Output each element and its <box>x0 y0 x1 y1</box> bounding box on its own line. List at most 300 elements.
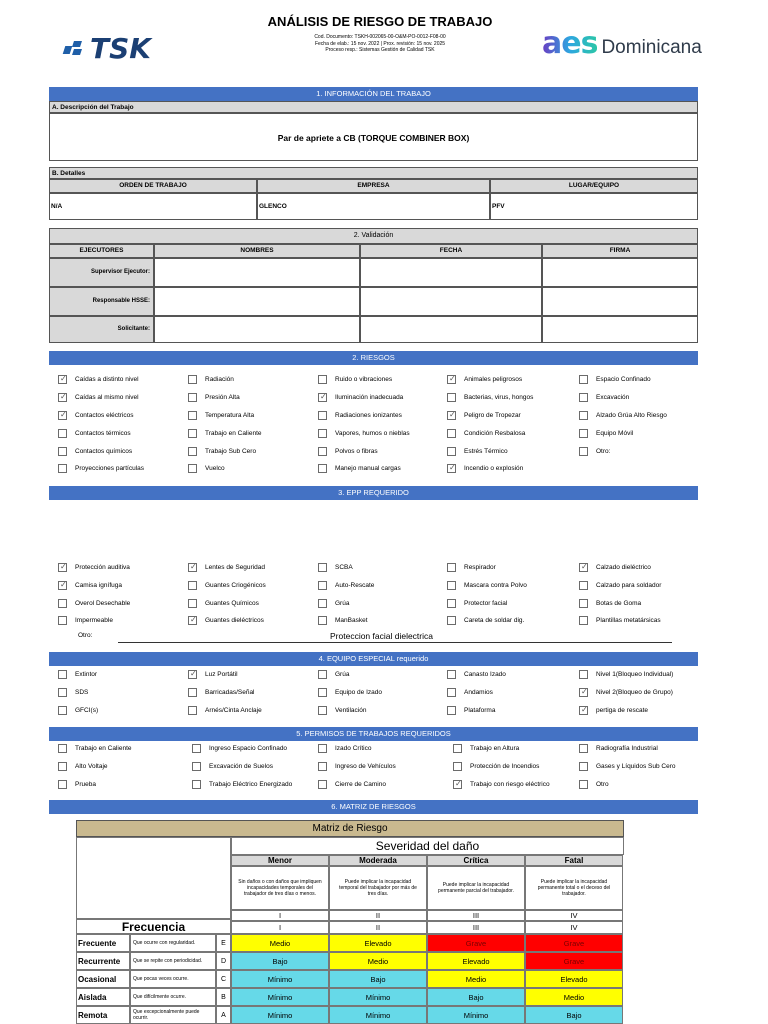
row-supervisor-label: Supervisor Ejecutor: <box>49 258 154 287</box>
riesgo-checkbox[interactable] <box>447 447 456 456</box>
epp-item[interactable] <box>58 581 122 590</box>
riesgo-label: Manejo manual cargas <box>335 465 401 472</box>
epp-item[interactable] <box>579 599 641 608</box>
epp-otro-line <box>118 642 672 643</box>
supervisor-name-field[interactable] <box>154 258 360 287</box>
supervisor-signature-field[interactable] <box>542 258 698 287</box>
permiso-checkbox[interactable] <box>453 762 462 771</box>
col-ejecutores-header: EJECUTORES <box>49 244 154 258</box>
riesgo-item[interactable] <box>447 411 521 420</box>
epp-label: Lentes de Seguridad <box>205 564 265 571</box>
riesgo-checkbox[interactable] <box>318 393 327 402</box>
riesgo-label: Contactos térmicos <box>75 430 131 437</box>
epp-item[interactable] <box>188 599 259 608</box>
epp-label: Impermeable <box>75 617 113 624</box>
epp-checkbox[interactable] <box>188 616 197 625</box>
equipo-label: SDS <box>75 689 89 696</box>
permiso-item[interactable] <box>453 780 550 789</box>
epp-item[interactable] <box>58 563 130 572</box>
equipo-label: Grúa <box>335 671 350 678</box>
epp-label: Guantes Criogénicos <box>205 582 266 589</box>
equipo-checkbox[interactable] <box>58 688 67 697</box>
epp-checkbox[interactable] <box>579 616 588 625</box>
riesgo-item[interactable] <box>318 464 401 473</box>
riesgo-label: Equipo Móvil <box>596 430 634 437</box>
equipo-checkbox[interactable] <box>58 706 67 715</box>
epp-label: ManBasket <box>335 617 368 624</box>
permiso-checkbox[interactable] <box>453 744 462 753</box>
epp-item[interactable] <box>447 599 507 608</box>
epp-item[interactable] <box>318 563 353 572</box>
riesgo-checkbox[interactable] <box>188 429 197 438</box>
epp-checkbox[interactable] <box>188 599 197 608</box>
risk-level-cell: Bajo <box>525 1006 623 1024</box>
riesgo-item[interactable] <box>58 429 131 438</box>
frequency-desc: Que excepcionalmente puede ocurrir. <box>130 1006 216 1024</box>
equipo-checkbox[interactable] <box>188 688 197 697</box>
equipo-item[interactable] <box>447 688 493 697</box>
risk-matrix <box>76 820 624 1024</box>
document-meta <box>250 34 510 54</box>
risk-level-cell: Grave <box>525 952 623 970</box>
riesgo-label: Condición Resbalosa <box>464 430 526 437</box>
lugar-field[interactable]: PFV <box>490 193 698 220</box>
permiso-checkbox[interactable] <box>58 762 67 771</box>
epp-item[interactable] <box>579 563 651 572</box>
epp-label: Camisa ignífuga <box>75 582 122 589</box>
equipo-item[interactable] <box>188 706 262 715</box>
tsk-logo-mark-icon <box>62 39 86 59</box>
aes-logo-text: aes <box>542 26 598 61</box>
solicitante-date-field[interactable] <box>360 316 542 343</box>
permiso-checkbox[interactable] <box>453 780 462 789</box>
epp-item[interactable] <box>188 581 266 590</box>
riesgo-checkbox[interactable] <box>447 375 456 384</box>
solicitante-signature-field[interactable] <box>542 316 698 343</box>
riesgo-checkbox[interactable] <box>447 393 456 402</box>
aes-logo <box>542 26 702 61</box>
permiso-label: Gases y Líquidos Sub Cero <box>596 763 676 770</box>
risk-level-cell: Mínimo <box>231 970 329 988</box>
equipo-label: GFCI(s) <box>75 707 99 714</box>
riesgo-item[interactable] <box>318 375 392 384</box>
riesgo-checkbox[interactable] <box>318 411 327 420</box>
permiso-checkbox[interactable] <box>318 744 327 753</box>
frequency-desc: Que difícilmente ocurre. <box>130 988 216 1006</box>
permiso-checkbox[interactable] <box>318 762 327 771</box>
permiso-checkbox[interactable] <box>318 780 327 789</box>
riesgo-item[interactable] <box>58 411 134 420</box>
permiso-label: Ingreso Espacio Confinado <box>209 745 288 752</box>
riesgo-label: Proyecciones partículas <box>75 465 145 472</box>
equipo-item[interactable] <box>318 706 366 715</box>
severity-name: Fatal <box>525 855 623 866</box>
epp-checkbox[interactable] <box>58 599 67 608</box>
riesgo-item[interactable] <box>318 411 402 420</box>
epp-checkbox[interactable] <box>447 581 456 590</box>
severity-roman-2: III <box>427 921 525 934</box>
equipo-checkbox[interactable] <box>58 670 67 679</box>
frequency-letter: B <box>216 988 231 1006</box>
riesgo-item[interactable] <box>58 464 144 473</box>
equipo-checkbox[interactable] <box>188 670 197 679</box>
frequency-name: Frecuente <box>76 934 130 952</box>
epp-checkbox[interactable] <box>447 563 456 572</box>
riesgo-item[interactable] <box>58 447 132 456</box>
riesgo-checkbox[interactable] <box>579 447 588 456</box>
doc-dates: Fecha de elab.: 15 nov. 2022 | Prox. revisión: 15 nov. 2025 <box>314 40 446 47</box>
riesgo-label: Caídas a distinto nivel <box>75 376 139 383</box>
riesgo-label: Espacio Confinado <box>596 376 651 383</box>
permiso-item[interactable] <box>579 762 676 771</box>
validation-header: 2. Validación <box>49 228 698 244</box>
row-solicitante-label: Solicitante: <box>49 316 154 343</box>
frequency-letter: C <box>216 970 231 988</box>
hsse-date-field[interactable] <box>360 287 542 316</box>
equipo-item[interactable] <box>188 670 238 679</box>
riesgo-item[interactable] <box>188 411 254 420</box>
epp-item[interactable] <box>188 563 265 572</box>
section-matriz-header: 6. MATRIZ DE RIESGOS <box>49 800 698 814</box>
severity-roman: I <box>231 910 329 921</box>
permiso-label: Trabajo con riesgo eléctrico <box>470 781 550 788</box>
severity-roman: II <box>329 910 427 921</box>
risk-level-cell: Grave <box>427 934 525 952</box>
equipo-item[interactable] <box>579 706 648 715</box>
epp-item[interactable] <box>58 599 130 608</box>
riesgo-item[interactable] <box>579 393 629 402</box>
riesgo-item[interactable] <box>318 429 410 438</box>
equipo-checkbox[interactable] <box>318 688 327 697</box>
equipo-label: Barricadas/Señal <box>205 689 255 696</box>
frequency-name: Remota <box>76 1006 130 1024</box>
epp-checkbox[interactable] <box>579 563 588 572</box>
description-value: Par de apriete a CB (TORQUE COMBINER BOX) <box>277 133 470 143</box>
description-label-row <box>49 101 698 113</box>
permiso-label: Otro <box>596 781 609 788</box>
severity-roman-2: I <box>231 921 329 934</box>
epp-item[interactable] <box>318 599 349 608</box>
details-label: B. Detalles <box>52 170 86 177</box>
riesgo-item[interactable] <box>447 447 508 456</box>
riesgo-checkbox[interactable] <box>579 429 588 438</box>
riesgo-label: Alzado Grúa Alto Riesgo <box>596 412 667 419</box>
equipo-checkbox[interactable] <box>447 706 456 715</box>
epp-label: Grúa <box>335 600 350 607</box>
equipo-checkbox[interactable] <box>318 670 327 679</box>
riesgo-item[interactable] <box>447 429 525 438</box>
permiso-item[interactable] <box>58 780 96 789</box>
riesgo-checkbox[interactable] <box>579 411 588 420</box>
riesgo-checkbox[interactable] <box>447 411 456 420</box>
riesgo-checkbox[interactable] <box>188 393 197 402</box>
permiso-label: Excavación de Suelos <box>209 763 273 770</box>
orden-field[interactable]: N/A <box>49 193 257 220</box>
epp-item[interactable] <box>579 581 661 590</box>
permiso-item[interactable] <box>318 762 396 771</box>
epp-checkbox[interactable] <box>58 616 67 625</box>
epp-item[interactable] <box>447 616 524 625</box>
riesgo-item[interactable] <box>188 447 256 456</box>
equipo-label: Ventilación <box>335 707 367 714</box>
risk-level-cell: Mínimo <box>231 988 329 1006</box>
epp-checkbox[interactable] <box>188 581 197 590</box>
epp-label: Mascara contra Polvo <box>464 582 527 589</box>
aes-logo-subtext: Dominicana <box>601 37 702 58</box>
permiso-item[interactable] <box>453 744 519 753</box>
riesgo-checkbox[interactable] <box>188 447 197 456</box>
risk-level-cell: Bajo <box>231 952 329 970</box>
riesgo-checkbox[interactable] <box>58 429 67 438</box>
permiso-item[interactable] <box>579 744 658 753</box>
col-empresa-header: EMPRESA <box>257 179 490 193</box>
riesgo-checkbox[interactable] <box>318 429 327 438</box>
matrix-title: Matriz de Riesgo <box>76 820 624 837</box>
hsse-name-field[interactable] <box>154 287 360 316</box>
permiso-label: Prueba <box>75 781 96 788</box>
riesgo-checkbox[interactable] <box>579 393 588 402</box>
severity-roman-2: IV <box>525 921 623 934</box>
riesgo-item[interactable] <box>188 464 225 473</box>
equipo-item[interactable] <box>579 670 673 679</box>
permiso-checkbox[interactable] <box>579 762 588 771</box>
equipo-item[interactable] <box>58 670 97 679</box>
permiso-item[interactable] <box>58 744 132 753</box>
epp-item[interactable] <box>188 616 264 625</box>
riesgo-checkbox[interactable] <box>447 464 456 473</box>
equipo-item[interactable] <box>579 688 673 697</box>
equipo-label: Nivel 1(Bloqueo Individual) <box>596 671 674 678</box>
epp-item[interactable] <box>318 616 368 625</box>
equipo-checkbox[interactable] <box>579 688 588 697</box>
riesgo-checkbox[interactable] <box>188 464 197 473</box>
riesgo-item[interactable] <box>447 393 533 402</box>
riesgo-label: Contactos eléctricos <box>75 412 134 419</box>
equipo-item[interactable] <box>447 670 506 679</box>
epp-checkbox[interactable] <box>579 581 588 590</box>
equipo-checkbox[interactable] <box>447 670 456 679</box>
epp-checkbox[interactable] <box>579 599 588 608</box>
riesgo-checkbox[interactable] <box>318 447 327 456</box>
riesgo-checkbox[interactable] <box>447 429 456 438</box>
risk-level-cell: Elevado <box>427 952 525 970</box>
equipo-checkbox[interactable] <box>318 706 327 715</box>
epp-label: Calzado dieléctrico <box>596 564 651 571</box>
equipo-item[interactable] <box>58 688 88 697</box>
riesgo-label: Vuelco <box>205 465 225 472</box>
matrix-blank-area <box>76 837 231 919</box>
severity-name: Crítica <box>427 855 525 866</box>
tsk-logo <box>62 32 151 65</box>
description-field[interactable] <box>49 113 698 161</box>
risk-level-cell: Medio <box>525 988 623 1006</box>
permiso-item[interactable] <box>453 762 539 771</box>
equipo-label: Canasto Izado <box>464 671 506 678</box>
riesgo-item[interactable] <box>58 375 139 384</box>
epp-checkbox[interactable] <box>58 563 67 572</box>
epp-label: Respirador <box>464 564 496 571</box>
riesgo-checkbox[interactable] <box>58 411 67 420</box>
epp-item[interactable] <box>447 581 527 590</box>
epp-item[interactable] <box>579 616 661 625</box>
severity-roman: III <box>427 910 525 921</box>
riesgo-label: Iluminación inadecuada <box>335 394 404 401</box>
equipo-label: Extintor <box>75 671 98 678</box>
epp-item[interactable] <box>318 581 374 590</box>
equipo-checkbox[interactable] <box>579 706 588 715</box>
epp-checkbox[interactable] <box>318 563 327 572</box>
permiso-item[interactable] <box>192 780 292 789</box>
frequency-letter: A <box>216 1006 231 1024</box>
riesgo-label: Estrés Térmico <box>464 448 508 455</box>
equipo-checkbox[interactable] <box>579 670 588 679</box>
permiso-label: Izado Crítico <box>335 745 372 752</box>
epp-checkbox[interactable] <box>318 616 327 625</box>
riesgo-item[interactable] <box>188 429 262 438</box>
permiso-item[interactable] <box>579 780 609 789</box>
risk-level-cell: Mínimo <box>329 1006 427 1024</box>
riesgo-label: Excavación <box>596 394 630 401</box>
frequency-name: Aislada <box>76 988 130 1006</box>
severity-desc: Puede implicar la incapacidad permanente total o el deceso del trabajador. <box>525 866 623 910</box>
riesgo-checkbox[interactable] <box>188 375 197 384</box>
permiso-item[interactable] <box>192 744 287 753</box>
description-label: A. Descripción del Trabajo <box>52 104 134 111</box>
risk-level-cell: Bajo <box>329 970 427 988</box>
epp-label: Careta de soldar dig. <box>464 617 525 624</box>
riesgo-item[interactable] <box>188 393 240 402</box>
empresa-field[interactable]: GLENCO <box>257 193 490 220</box>
col-orden-header: ORDEN DE TRABAJO <box>49 179 257 193</box>
permiso-checkbox[interactable] <box>58 744 67 753</box>
riesgo-label: Trabajo en Caliente <box>205 430 262 437</box>
risk-level-cell: Grave <box>525 934 623 952</box>
riesgo-label: Bacterias, virus, hongos <box>464 394 534 401</box>
permiso-checkbox[interactable] <box>192 762 201 771</box>
riesgo-checkbox[interactable] <box>318 464 327 473</box>
document-title: ANÁLISIS DE RIESGO DE TRABAJO <box>267 14 493 29</box>
riesgo-item[interactable] <box>579 447 610 456</box>
riesgo-checkbox[interactable] <box>188 411 197 420</box>
epp-checkbox[interactable] <box>58 581 67 590</box>
equipo-checkbox[interactable] <box>447 688 456 697</box>
riesgo-item[interactable] <box>188 375 234 384</box>
permiso-label: Protección de Incendios <box>470 763 540 770</box>
epp-item[interactable] <box>58 616 113 625</box>
equipo-item[interactable] <box>58 706 98 715</box>
permiso-label: Cierre de Camino <box>335 781 386 788</box>
riesgo-item[interactable] <box>58 393 139 402</box>
frequency-letter: D <box>216 952 231 970</box>
permiso-checkbox[interactable] <box>579 744 588 753</box>
epp-checkbox[interactable] <box>318 599 327 608</box>
equipo-item[interactable] <box>318 688 382 697</box>
riesgo-checkbox[interactable] <box>58 447 67 456</box>
severity-name: Menor <box>231 855 329 866</box>
equipo-checkbox[interactable] <box>188 706 197 715</box>
details-label-row <box>49 167 698 179</box>
permiso-label: Ingreso de Vehículos <box>335 763 396 770</box>
riesgo-label: Radiación <box>205 376 234 383</box>
epp-label: Guantes dieléctricos <box>205 617 264 624</box>
riesgo-item[interactable] <box>579 375 651 384</box>
permiso-label: Trabajo en Altura <box>470 745 520 752</box>
riesgo-item[interactable] <box>579 429 633 438</box>
equipo-label: Nivel 2(Bloqueo de Grupo) <box>596 689 673 696</box>
epp-checkbox[interactable] <box>318 581 327 590</box>
epp-label: Auto-Rescate <box>335 582 375 589</box>
epp-otro-field[interactable]: Proteccion facial dielectrica <box>330 631 433 641</box>
permiso-checkbox[interactable] <box>192 780 201 789</box>
risk-level-cell: Mínimo <box>231 1006 329 1024</box>
permiso-checkbox[interactable] <box>579 780 588 789</box>
col-nombres-header: NOMBRES <box>154 244 360 258</box>
permiso-checkbox[interactable] <box>58 780 67 789</box>
doc-code: Cod. Documento: TSKH-002065-00-O&M-PO-0012-F08-00 <box>314 34 446 40</box>
hsse-signature-field[interactable] <box>542 287 698 316</box>
riesgo-item[interactable] <box>318 393 403 402</box>
riesgo-checkbox[interactable] <box>58 375 67 384</box>
riesgo-checkbox[interactable] <box>318 375 327 384</box>
riesgo-checkbox[interactable] <box>579 375 588 384</box>
riesgo-label: Temperatura Alta <box>205 412 255 419</box>
riesgo-label: Ruido o vibraciones <box>335 376 393 383</box>
frequency-desc: Que se repite con periodicidad. <box>130 952 216 970</box>
riesgo-item[interactable] <box>447 375 522 384</box>
risk-level-cell: Elevado <box>525 970 623 988</box>
frequency-name: Ocasional <box>76 970 130 988</box>
riesgo-label: Polvos o fibras <box>335 448 378 455</box>
riesgo-item[interactable] <box>447 464 523 473</box>
risk-level-cell: Medio <box>231 934 329 952</box>
permiso-checkbox[interactable] <box>192 744 201 753</box>
permiso-item[interactable] <box>318 780 386 789</box>
permiso-item[interactable] <box>58 762 108 771</box>
equipo-label: Arnés/Cinta Anclaje <box>205 707 262 714</box>
riesgo-checkbox[interactable] <box>58 393 67 402</box>
riesgo-label: Trabajo Sub Cero <box>205 448 257 455</box>
permiso-item[interactable] <box>318 744 372 753</box>
epp-item[interactable] <box>447 563 496 572</box>
supervisor-date-field[interactable] <box>360 258 542 287</box>
riesgo-label: Otro: <box>596 448 611 455</box>
riesgo-label: Vapores, humos o nieblas <box>335 430 410 437</box>
section-info-header: 1. INFORMACIÓN DEL TRABAJO <box>49 87 698 101</box>
riesgo-label: Radiaciones ionizantes <box>335 412 402 419</box>
solicitante-name-field[interactable] <box>154 316 360 343</box>
epp-checkbox[interactable] <box>188 563 197 572</box>
equipo-item[interactable] <box>188 688 255 697</box>
permiso-label: Radiografía Industrial <box>596 745 658 752</box>
riesgo-item[interactable] <box>579 411 667 420</box>
frequency-letter: E <box>216 934 231 952</box>
severity-desc: Puede implicar la incapacidad temporal del trabajador por más de tres días. <box>329 866 427 910</box>
riesgo-item[interactable] <box>318 447 378 456</box>
equipo-item[interactable] <box>318 670 349 679</box>
riesgo-checkbox[interactable] <box>58 464 67 473</box>
equipo-item[interactable] <box>447 706 495 715</box>
epp-checkbox[interactable] <box>447 599 456 608</box>
permiso-label: Trabajo en Caliente <box>75 745 132 752</box>
permiso-item[interactable] <box>192 762 273 771</box>
row-hsse-label: Responsable HSSE: <box>49 287 154 316</box>
riesgo-label: Presión Alta <box>205 394 240 401</box>
epp-checkbox[interactable] <box>447 616 456 625</box>
epp-label: Guantes Químicos <box>205 600 259 607</box>
severity-desc: Puede implicar la incapacidad permanente parcial del trabajador. <box>427 866 525 910</box>
severity-roman: IV <box>525 910 623 921</box>
section-permisos-header: 5. PERMISOS DE TRABAJOS REQUERIDOS <box>49 727 698 741</box>
